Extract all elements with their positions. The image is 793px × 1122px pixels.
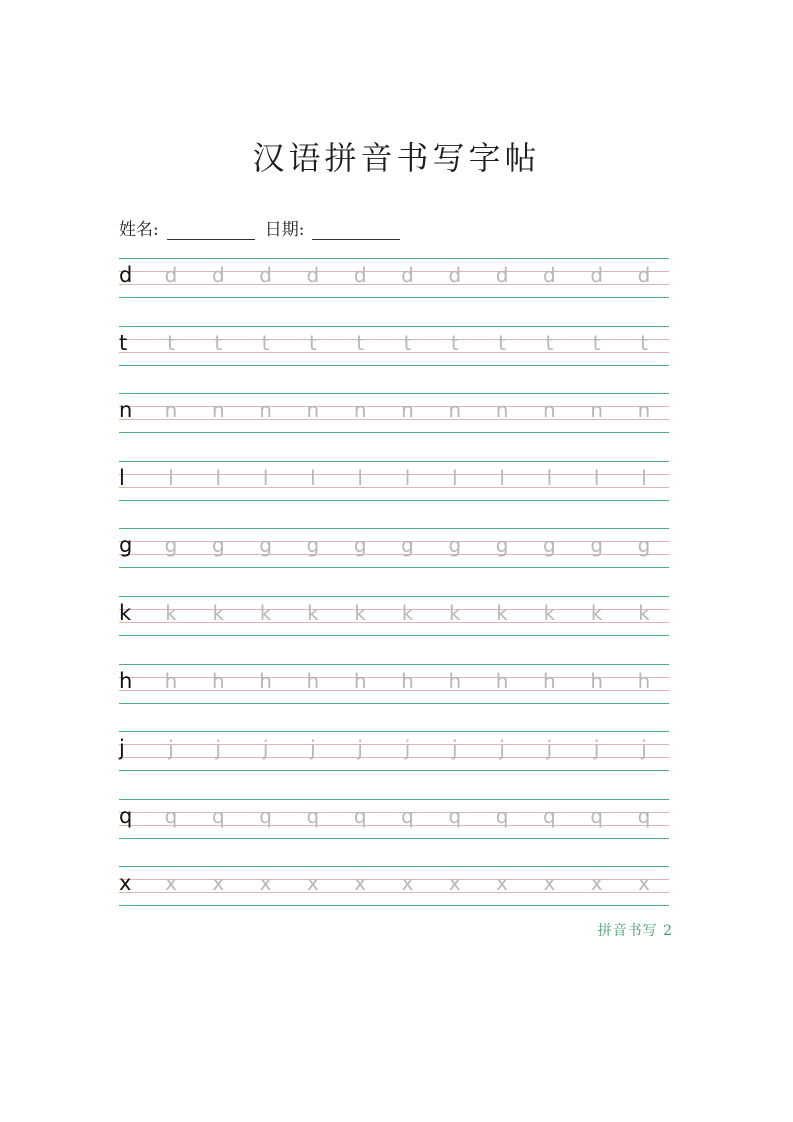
trace-letter[interactable]: g bbox=[543, 533, 556, 558]
trace-letter[interactable]: k bbox=[165, 601, 177, 625]
trace-letter[interactable]: k bbox=[212, 601, 225, 625]
trace-letter[interactable]: n bbox=[164, 398, 178, 423]
trace-letter[interactable]: q bbox=[448, 803, 462, 828]
trace-letter[interactable]: g bbox=[211, 533, 225, 558]
trace-letter[interactable]: d bbox=[590, 263, 604, 287]
trace-letter[interactable]: t bbox=[356, 330, 365, 355]
trace-letter[interactable]: t bbox=[640, 330, 648, 355]
trace-letter[interactable]: t bbox=[592, 330, 601, 355]
trace-letter[interactable]: l bbox=[310, 465, 316, 490]
trace-letter[interactable]: j bbox=[215, 736, 222, 761]
trace-letter[interactable]: n bbox=[590, 398, 604, 423]
trace-letter[interactable]: l bbox=[546, 465, 553, 490]
model-letter: h bbox=[119, 668, 133, 693]
trace-letter[interactable]: g bbox=[353, 533, 367, 558]
trace-letter[interactable]: x bbox=[212, 871, 225, 896]
trace-letter[interactable]: n bbox=[495, 398, 509, 423]
trace-letter[interactable]: h bbox=[495, 668, 509, 693]
trace-letter[interactable]: k bbox=[590, 601, 603, 625]
trace-letter[interactable]: h bbox=[211, 668, 225, 693]
trace-letter[interactable]: q bbox=[495, 803, 509, 828]
page-number: 2 bbox=[663, 923, 673, 939]
trace-letter[interactable]: l bbox=[357, 465, 363, 490]
trace-letter[interactable]: n bbox=[448, 398, 462, 423]
trace-letter[interactable]: g bbox=[259, 533, 272, 558]
trace-letter[interactable]: j bbox=[546, 736, 553, 761]
trace-letter[interactable]: x bbox=[543, 871, 556, 896]
trace-letter[interactable]: x bbox=[354, 871, 367, 896]
trace-letter[interactable]: d bbox=[448, 263, 462, 287]
trace-letter[interactable]: x bbox=[590, 871, 603, 896]
trace-letter[interactable]: l bbox=[262, 465, 269, 490]
trace-letter[interactable]: x bbox=[638, 871, 650, 896]
trace-letter[interactable]: k bbox=[449, 601, 461, 625]
trace-letter[interactable]: q bbox=[259, 803, 272, 828]
trace-letter[interactable]: k bbox=[638, 601, 650, 625]
trace-letter[interactable]: q bbox=[543, 803, 556, 828]
trace-letter[interactable]: x bbox=[306, 871, 319, 896]
trace-letter[interactable]: d bbox=[164, 263, 178, 287]
trace-letter[interactable]: q bbox=[164, 803, 178, 828]
page-title: 汉语拼音书写字帖 bbox=[252, 139, 541, 177]
page-footer bbox=[598, 920, 673, 940]
practice-row bbox=[119, 258, 669, 298]
model-letter: t bbox=[119, 330, 128, 355]
trace-letter[interactable]: j bbox=[452, 736, 458, 761]
student-info bbox=[119, 216, 410, 240]
date-label: 日期: bbox=[264, 220, 305, 240]
practice-row bbox=[119, 731, 669, 771]
trace-letter[interactable]: n bbox=[353, 398, 367, 423]
trace-letter[interactable]: n bbox=[543, 398, 556, 423]
trace-letter[interactable]: j bbox=[593, 736, 600, 761]
practice-row bbox=[119, 461, 669, 501]
trace-letter[interactable]: n bbox=[259, 398, 272, 423]
trace-letter[interactable]: d bbox=[211, 263, 225, 287]
trace-letter[interactable]: l bbox=[404, 465, 411, 490]
trace-letter[interactable]: l bbox=[593, 465, 600, 490]
trace-letter[interactable]: g bbox=[164, 533, 178, 558]
trace-letter[interactable]: h bbox=[448, 668, 462, 693]
trace-letter[interactable]: l bbox=[499, 465, 505, 490]
trace-letter[interactable]: t bbox=[403, 330, 412, 355]
trace-letter[interactable]: h bbox=[543, 668, 556, 693]
trace-letter[interactable]: j bbox=[499, 736, 505, 761]
trace-letter[interactable]: t bbox=[498, 330, 507, 355]
trace-letter[interactable]: q bbox=[306, 803, 320, 828]
model-letter: l bbox=[119, 465, 125, 490]
trace-letter[interactable]: n bbox=[306, 398, 320, 423]
trace-letter[interactable]: d bbox=[637, 263, 651, 287]
trace-letter[interactable]: x bbox=[401, 871, 414, 896]
trace-letter[interactable]: q bbox=[353, 803, 367, 828]
practice-row bbox=[119, 866, 669, 906]
trace-letter[interactable]: q bbox=[637, 803, 651, 828]
trace-letter[interactable]: x bbox=[448, 871, 461, 896]
model-letter: x bbox=[119, 871, 132, 896]
trace-letter[interactable]: n bbox=[637, 398, 651, 423]
trace-letter[interactable]: t bbox=[261, 330, 270, 355]
trace-letter[interactable]: x bbox=[165, 871, 177, 896]
practice-row bbox=[119, 393, 669, 433]
trace-letter[interactable]: h bbox=[164, 668, 178, 693]
trace-letter[interactable]: g bbox=[306, 533, 320, 558]
trace-letter[interactable]: d bbox=[401, 263, 414, 287]
trace-letter[interactable]: j bbox=[641, 736, 647, 761]
model-letter: k bbox=[119, 601, 132, 625]
trace-letter[interactable]: h bbox=[306, 668, 320, 693]
trace-letter[interactable]: k bbox=[259, 601, 272, 625]
trace-letter[interactable]: h bbox=[401, 668, 414, 693]
trace-letter[interactable]: g bbox=[637, 533, 651, 558]
name-blank[interactable] bbox=[167, 221, 255, 240]
trace-letter[interactable]: t bbox=[214, 330, 223, 355]
trace-letter[interactable]: l bbox=[215, 465, 222, 490]
trace-letter[interactable]: l bbox=[452, 465, 458, 490]
trace-letter[interactable]: t bbox=[167, 330, 175, 355]
trace-letter[interactable]: l bbox=[641, 465, 647, 490]
trace-letter[interactable]: t bbox=[545, 330, 554, 355]
practice-row bbox=[119, 528, 669, 568]
date-blank[interactable] bbox=[312, 221, 400, 240]
model-letter: d bbox=[119, 263, 133, 287]
trace-letter[interactable]: t bbox=[450, 330, 459, 355]
trace-letter[interactable]: d bbox=[353, 263, 367, 287]
trace-letter[interactable]: j bbox=[262, 736, 269, 761]
trace-letter[interactable]: l bbox=[168, 465, 174, 490]
model-letter: q bbox=[119, 803, 133, 828]
practice-row bbox=[119, 799, 669, 839]
model-letter: g bbox=[119, 533, 133, 558]
trace-letter[interactable]: j bbox=[310, 736, 316, 761]
trace-letter[interactable]: d bbox=[306, 263, 320, 287]
trace-letter[interactable]: d bbox=[259, 263, 272, 287]
trace-letter[interactable]: h bbox=[590, 668, 604, 693]
trace-letter[interactable]: k bbox=[401, 601, 414, 625]
trace-letter[interactable]: q bbox=[401, 803, 414, 828]
trace-letter[interactable]: n bbox=[401, 398, 414, 423]
trace-letter[interactable]: j bbox=[404, 736, 411, 761]
practice-row bbox=[119, 326, 669, 366]
trace-letter[interactable]: g bbox=[401, 533, 414, 558]
trace-letter[interactable]: t bbox=[308, 330, 317, 355]
model-letter: n bbox=[119, 398, 133, 423]
trace-letter[interactable]: g bbox=[590, 533, 604, 558]
footer-label: 拼音书写 bbox=[597, 923, 658, 939]
trace-letter[interactable]: q bbox=[590, 803, 604, 828]
trace-letter[interactable]: k bbox=[496, 601, 508, 625]
trace-letter[interactable]: q bbox=[211, 803, 225, 828]
trace-letter[interactable]: k bbox=[307, 601, 319, 625]
trace-letter[interactable]: d bbox=[495, 263, 509, 287]
trace-letter[interactable]: d bbox=[543, 263, 556, 287]
trace-letter[interactable]: g bbox=[448, 533, 462, 558]
trace-letter[interactable]: h bbox=[353, 668, 367, 693]
name-label: 姓名: bbox=[119, 220, 159, 240]
trace-letter[interactable]: k bbox=[354, 601, 366, 625]
trace-letter[interactable]: j bbox=[168, 736, 174, 761]
practice-row bbox=[119, 664, 669, 704]
trace-letter[interactable]: g bbox=[495, 533, 509, 558]
trace-letter[interactable]: k bbox=[543, 601, 556, 625]
trace-letter[interactable]: x bbox=[259, 871, 272, 896]
model-letter: j bbox=[119, 736, 125, 761]
trace-letter[interactable]: n bbox=[211, 398, 225, 423]
trace-letter[interactable]: j bbox=[357, 736, 363, 761]
trace-letter[interactable]: x bbox=[496, 871, 509, 896]
trace-letter[interactable]: h bbox=[259, 668, 272, 693]
trace-letter[interactable]: h bbox=[637, 668, 651, 693]
practice-row bbox=[119, 596, 669, 636]
